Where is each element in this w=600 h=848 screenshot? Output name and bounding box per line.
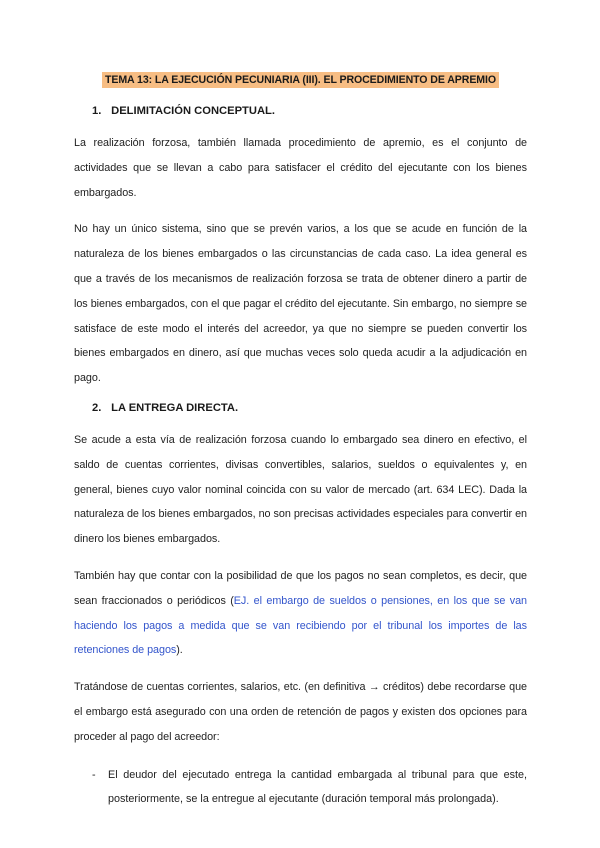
paragraph-partial-payments	[74, 564, 527, 663]
list-marker: -	[92, 768, 96, 781]
list-item	[74, 763, 527, 813]
paragraph-systems: No hay un único sistema, sino que se prevén varios, a los que se acude en función de la naturaleza de los bienes embargados o las circunstancias de cada caso. La idea general es que a través de los mecanismos de realización forzosa se trata de obtener dinero a partir de los bienes embargados, con el que pagar el crédito del ejecutante. Sin embargo, no siempre se satisface de este modo el interés del acreedor, ya que no siempre se pueden convertir los bienes embargados en dinero, así que muchas veces solo queda acudir a la adjudicación en pago.	[74, 223, 527, 385]
section-title-1: DELIMITACIÓN CONCEPTUAL.	[111, 105, 275, 117]
section-number-2: 2.	[92, 401, 102, 414]
example-highlight: EJ. el embargo de sueldos o pensiones, en los que se van haciendo los pagos a medida que se van recibiendo por el tribunal los importes de las retenciones de pagos	[74, 594, 528, 657]
list-item-text: El deudor del ejecutado entrega la cantidad embargada al tribunal para que este, posteriormente, se la entregue al ejecutante (duración temporal más prolongada).	[108, 768, 527, 806]
paragraph-payment-options: Tratándose de cuentas corrientes, salarios, etc. (en definitiva → créditos) debe recordarse que el embargo está asegurado con una orden de retención de pagos y existen dos opciones para proceder al pago del acreedor:	[74, 681, 527, 743]
partial-payments-before: También hay que contar con la posibilidad de que los pagos no sean completos, es decir, que sean fraccionados o periódicos (	[74, 569, 527, 607]
section-heading-1	[74, 105, 527, 117]
section-number-1: 1.	[92, 105, 102, 117]
section-heading-2	[74, 402, 527, 414]
document-title: TEMA 13: LA EJECUCIÓN PECUNIARIA (III). EL PROCEDIMIENTO DE APREMIO	[102, 72, 499, 88]
paragraph-definition: La realización forzosa, también llamada procedimiento de apremio, es el conjunto de actividades que se llevan a cabo para satisfacer el crédito del ejecutante con los bienes embargados.	[74, 137, 527, 199]
paragraph-direct-delivery: Se acude a esta vía de realización forzosa cuando lo embargado sea dinero en efectivo, el saldo de cuentas corrientes, divisas convertibles, salarios, sueldos o equivalentes y, en general, bienes cuyo valor nominal coincida con su valor de mercado (art. 634 LEC). Dada la naturaleza de los bienes embargados, no son precisas actividades especiales para convertir en dinero los bienes embargados.	[74, 433, 527, 546]
title-wrapper	[74, 0, 527, 88]
partial-payments-after: ).	[176, 644, 183, 657]
section-title-2: LA ENTREGA DIRECTA.	[111, 401, 239, 414]
